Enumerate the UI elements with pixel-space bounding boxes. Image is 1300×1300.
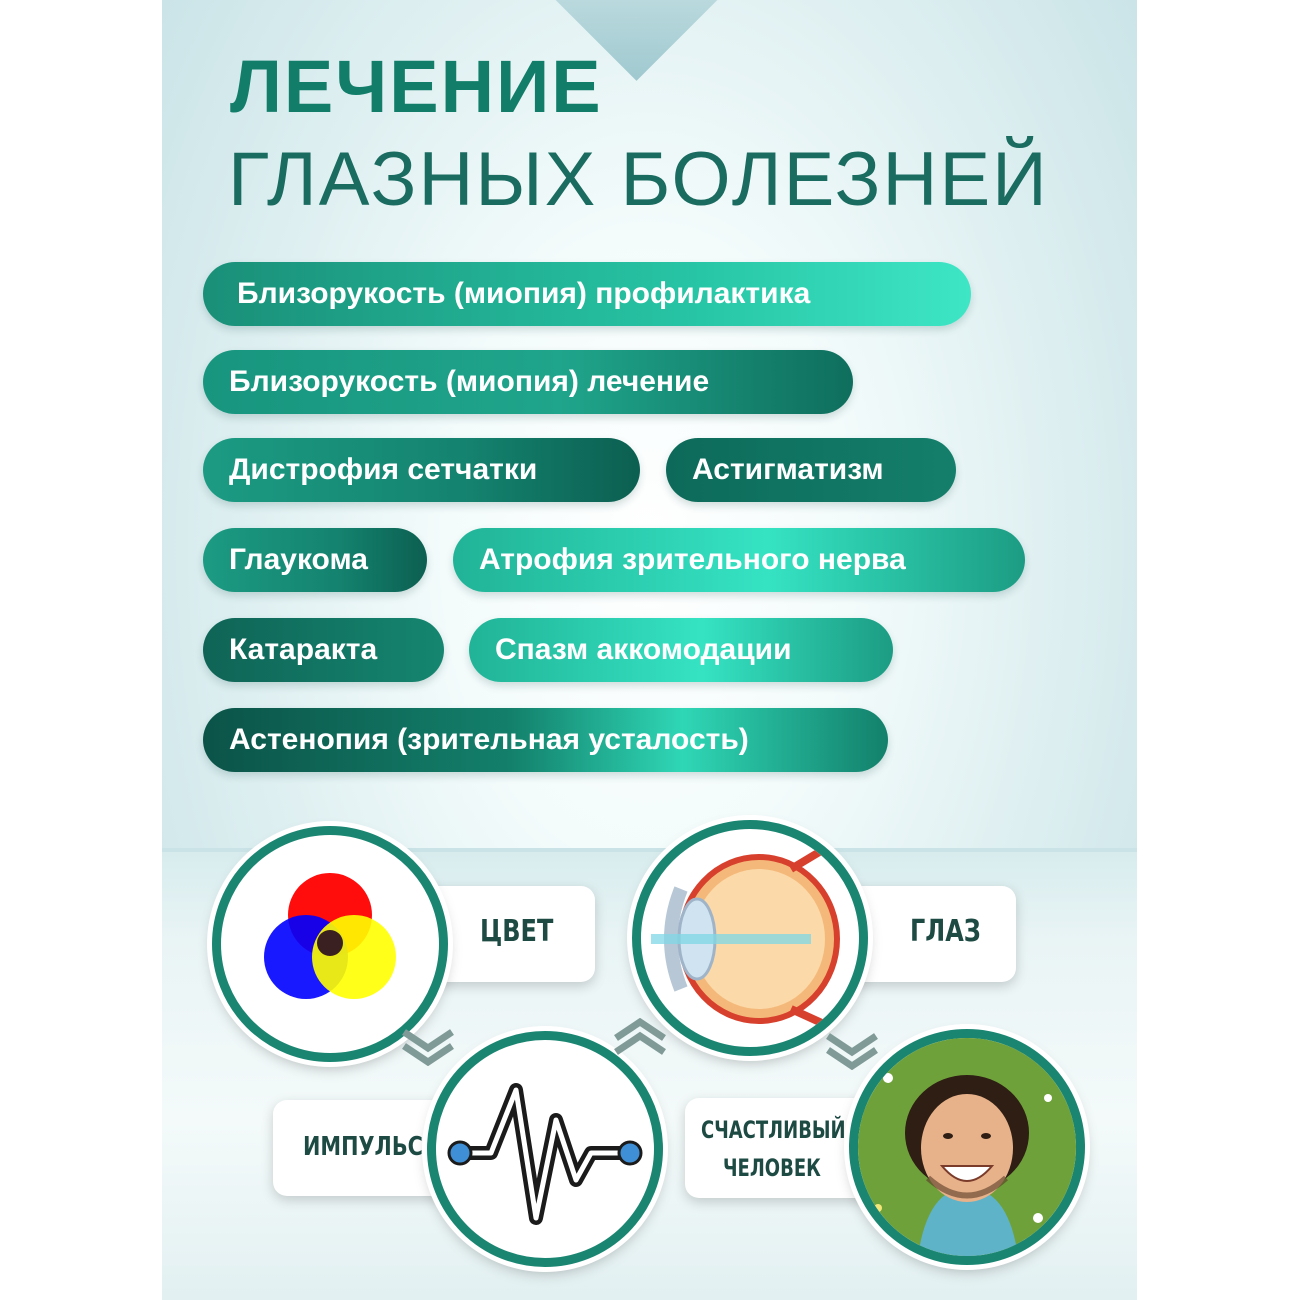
condition-pill-cataract: Катаракта [203,618,444,682]
chevron-arrows-icon [614,1018,670,1066]
condition-pill-myopia-prevention: Близорукость (миопия) профилактика [203,262,971,326]
condition-pill-optic-atrophy: Атрофия зрительного нерва [453,528,1025,592]
circle-happy-person [849,1029,1085,1265]
title-line-1: ЛЕЧЕНИЕ [230,45,603,128]
label-impulse-text: ИМПУЛЬС [303,1132,423,1162]
title-line-2: ГЛАЗНЫХ БОЛЕЗНЕЙ [228,137,1049,222]
condition-pill-accommodation-spasm: Спазм аккомодации [469,618,893,682]
label-color-text: ЦВЕТ [480,914,554,949]
condition-pill-astigmatism: Астигматизм [666,438,956,502]
chevron-arrows-icon [826,1022,882,1070]
label-happy-line2: ЧЕЛОВЕК [723,1154,821,1182]
eye-anatomy-icon [641,829,859,1047]
chevron-arrows-icon [402,1018,458,1066]
condition-pill-retinal-dystrophy: Дистрофия сетчатки [203,438,640,502]
condition-pill-asthenopia: Астенопия (зрительная усталость) [203,708,888,772]
label-eye-text: ГЛАЗ [910,914,981,949]
condition-pill-myopia-treatment: Близорукость (миопия) лечение [203,350,853,414]
pulse-icon [436,1040,654,1258]
label-happy-line1: СЧАСТЛИВЫЙ [701,1116,846,1144]
circle-impulse [427,1031,663,1267]
condition-pill-glaucoma: Глаукома [203,528,427,592]
happy-person-photo [858,1038,1076,1256]
